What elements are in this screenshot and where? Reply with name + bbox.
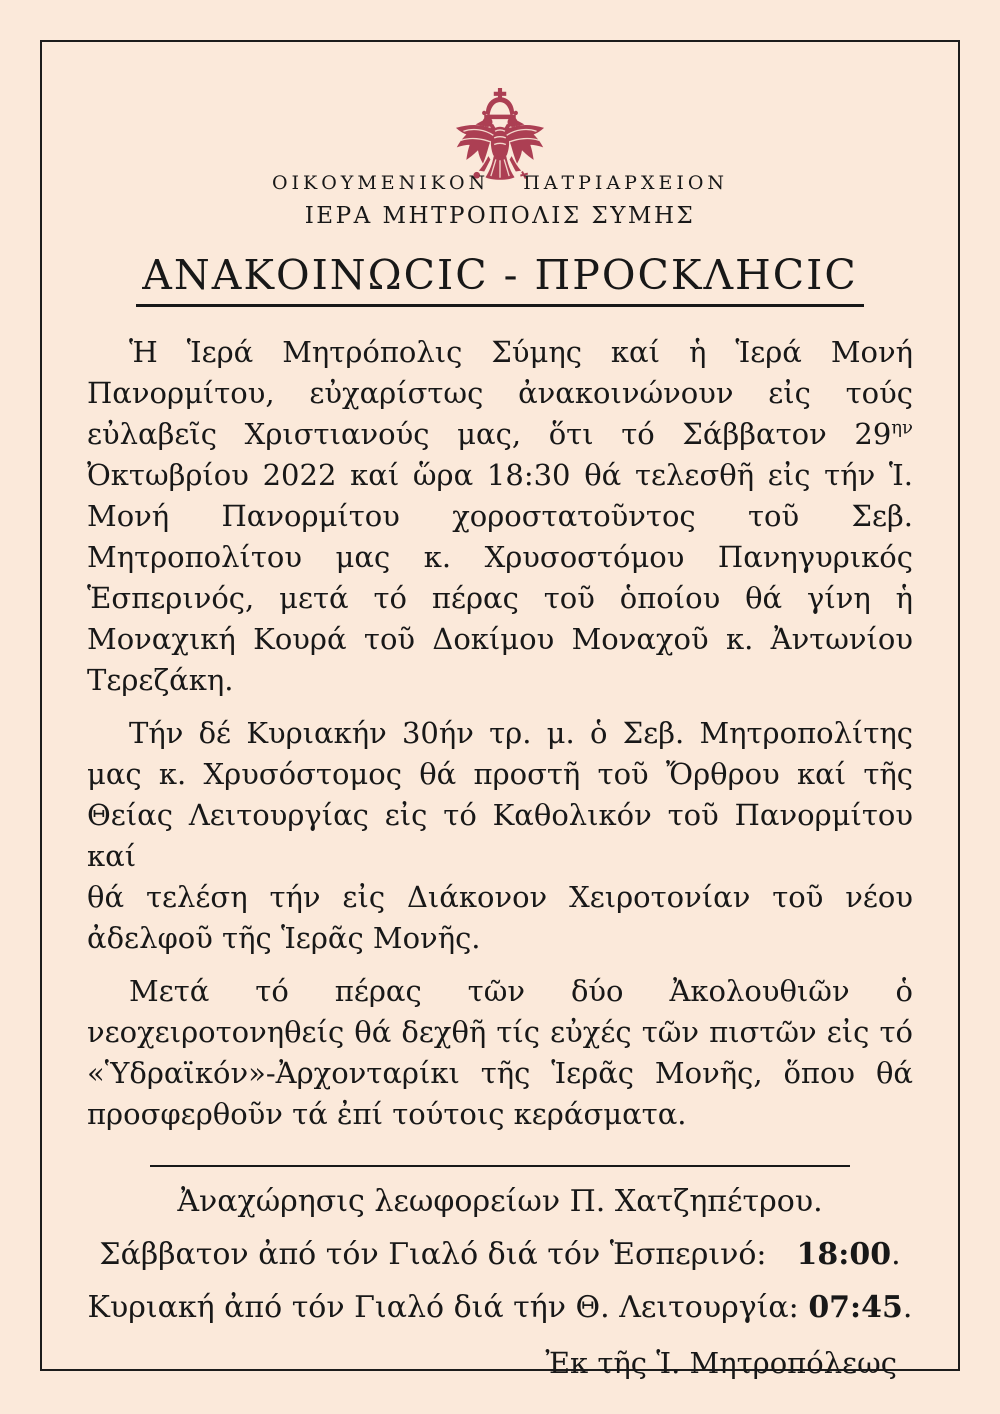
metropolis-line: ΙΕΡΑ ΜΗΤΡΟΠΟΛΙΣ ΣΥΜΗΣ	[304, 203, 696, 229]
announcement-body	[87, 332, 913, 1135]
text-line: Τερεζάκη.	[87, 663, 234, 697]
bus-schedule	[42, 1181, 958, 1329]
text-line: Μοναχική Κουρά τοῦ Δοκίμου Μοναχοῦ κ. Ἀντωνίου	[87, 622, 913, 656]
text-line: Ἡ Ἱερά Μητρόπολις Σύμης καί ἡ Ἱερά Μονή	[129, 335, 913, 369]
text-line: Ὀκτωβρίου 2022 καί ὥρα 18:30 θά τελεσθῆ εἰς τήν Ἱ.	[87, 458, 913, 492]
title-row	[42, 250, 958, 307]
ordinal-superscript: ην	[891, 417, 913, 439]
text-line: Μονή Πανορμίτου χοροστατοῦντος τοῦ Σεβ.	[87, 499, 913, 533]
schedule-heading: Ἀναχώρησις λεωφορείων Π. Χατζηπέτρου.	[177, 1184, 823, 1219]
paragraph-3	[87, 971, 913, 1135]
sunday-period: .	[902, 1290, 913, 1325]
page-title: ΑΝΑΚΟΙΝΩCΙC - ΠΡΟCΚΛΗCΙC	[136, 250, 864, 307]
text-line: Μητροπολίτου μας κ. Χρυσοστόμου Πανηγυρικός	[87, 540, 913, 574]
sunday-time: 07:45	[808, 1290, 903, 1325]
text-line: θά τελέση τήν εἰς Διάκονον Χειροτονίαν τοῦ νέου	[87, 880, 913, 914]
footer-divider	[150, 1165, 850, 1167]
schedule-row-saturday	[42, 1234, 958, 1276]
text-segment: εὐλαβεῖς Χριστιανούς μας, ὅτι τό Σάββατον 29	[87, 417, 892, 451]
text-line: ἀδελφοῦ τῆς Ἱερᾶς Μονῆς.	[87, 921, 481, 955]
paragraph-1	[87, 332, 913, 701]
text-line: νεοχειροτονηθείς θά δεχθῆ τίς εὐχές τῶν πιστῶν εἰς τό	[87, 1015, 913, 1049]
text-line: Θείας Λειτουργίας εἰς τό Καθολικόν τοῦ Πανορμίτου καί	[87, 798, 913, 873]
text-line	[87, 414, 913, 455]
saturday-period: .	[891, 1237, 901, 1272]
text-line: Τήν δέ Κυριακήν 30ήν τρ. μ. ὁ Σεβ. Μητροπολίτης	[129, 716, 913, 750]
signature-line: Ἐκ τῆς Ἱ. Μητροπόλεως	[545, 1346, 897, 1380]
page-border-frame	[40, 40, 960, 1380]
letterhead	[42, 42, 958, 231]
text-line: Μετά τό πέρας τῶν δύο Ἀκολουθιῶν ὁ	[129, 974, 913, 1008]
text-line: προσφερθοῦν τά ἐπί τούτοις κεράσματα.	[87, 1097, 687, 1131]
sunday-label: Κυριακή ἀπό τόν Γιαλό διά τήν Θ. Λειτουργία:	[87, 1290, 799, 1325]
saturday-time: 18:00	[796, 1237, 892, 1272]
saturday-label: Σάββατον ἀπό τόν Γιαλό διά τόν Ἑσπερινό:	[99, 1237, 767, 1272]
patriarchate-word-left: ΟΙΚΟΥΜΕΝΙΚΟΝ	[271, 172, 490, 194]
schedule-row-sunday	[42, 1287, 958, 1329]
text-line: Ἑσπερινός, μετά τό πέρας τοῦ ὁποίου θά γίνη ἡ	[87, 581, 913, 615]
text-line: «Ὑδραϊκόν»-Ἀρχονταρίκι τῆς Ἱερᾶς Μονῆς, ὅπου θά	[87, 1056, 913, 1090]
text-line: μας κ. Χρυσόστομος θά προστῆ τοῦ Ὄρθρου καί τῆς	[87, 757, 913, 791]
paragraph-2	[87, 713, 913, 959]
patriarchate-word-right: ΠΑΤΡΙΑΡΧΕΙΟΝ	[523, 172, 729, 194]
text-line: Πανορμίτου, εὐχαρίστως ἀνακοινώνουν εἰς τούς	[87, 376, 913, 410]
